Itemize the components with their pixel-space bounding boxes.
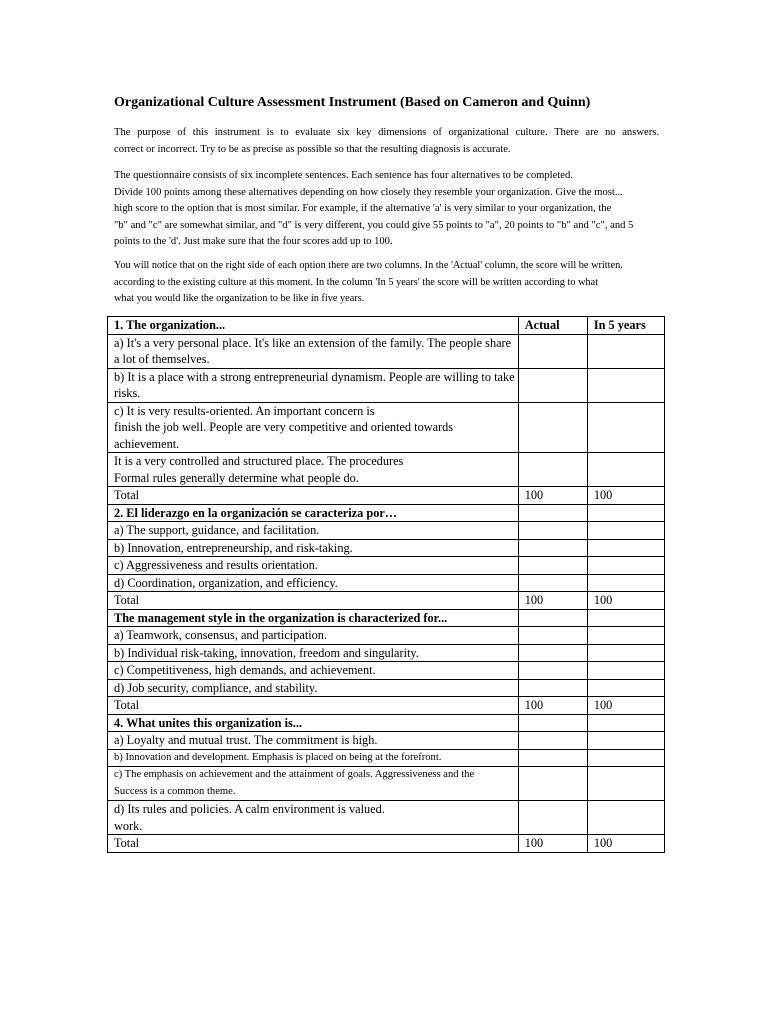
option-text: c) It is very results-oriented. An important concern is finish the job well. People are very competitive and oriented towards achievement. [108,402,519,453]
section-heading-row [108,714,665,732]
actual-score-cell[interactable] [518,767,587,801]
section-heading-row [108,609,665,627]
total-actual-value: 100 [518,697,587,715]
text-line: according to the existing culture at this moment. In the column 'In 5 years' the score will be written according to what [114,276,599,288]
total-actual-value: 100 [518,592,587,610]
option-text: b) Individual risk-taking, innovation, freedom and singularity. [108,644,519,662]
total-label: Total [108,592,519,610]
text-line: The questionnaire consists of six incomplete sentences. Each sentence has four alternatives to be completed. [114,170,573,181]
actual-score-cell[interactable] [518,539,587,557]
five-year-score-cell[interactable] [587,504,664,522]
section-heading: 1. The organization... [108,317,519,335]
actual-score-cell[interactable] [518,522,587,540]
total-label: Total [108,835,519,853]
total-5years-value: 100 [587,835,664,853]
total-label: Total [108,487,519,505]
total-actual-value: 100 [518,487,587,505]
option-row [108,644,665,662]
five-year-score-cell[interactable] [587,539,664,557]
option-row [108,801,665,835]
section-heading: The management style in the organization is characterized for... [108,609,519,627]
actual-score-cell[interactable] [518,574,587,592]
option-row [108,732,665,750]
five-year-score-cell[interactable] [587,644,664,662]
actual-score-cell[interactable] [518,627,587,645]
actual-score-cell[interactable] [518,662,587,680]
option-row [108,627,665,645]
total-row [108,487,665,505]
five-year-score-cell[interactable] [587,749,664,767]
assessment-table [107,316,665,853]
text-line: "b" and "c" are somewhat similar, and "d" is very different, you could give 55 points to "a", 20 points to "b" and "c", and 5 [114,219,634,231]
total-5years-value: 100 [587,592,664,610]
five-year-score-cell[interactable] [587,801,664,835]
assessment-table-body [108,317,665,853]
five-year-score-cell[interactable] [587,557,664,575]
section-heading: 4. What unites this organization is... [108,714,519,732]
document-title: Organizational Culture Assessment Instrument (Based on Cameron and Quinn) [114,95,591,110]
option-text: c) The emphasis on achievement and the attainment of goals. Aggressiveness and the Success is a common theme. [108,767,519,801]
five-year-score-cell[interactable] [587,679,664,697]
text-line: correct or incorrect. Try to be as precise as possible so that the resulting diagnosis is accurate. [114,143,511,155]
option-row [108,522,665,540]
column-header-actual: Actual [518,317,587,335]
option-row [108,368,665,402]
option-text: a) Teamwork, consensus, and participation. [108,627,519,645]
actual-score-cell[interactable] [518,453,587,487]
actual-score-cell[interactable] [518,504,587,522]
actual-score-cell[interactable] [518,402,587,453]
actual-score-cell[interactable] [518,714,587,732]
option-row [108,662,665,680]
text-line: what you would like the organization to be like in five years. [114,293,365,304]
option-text: a) It's a very personal place. It's like an extension of the family. The people share a lot of themselves. [108,334,519,368]
option-text: b) It is a place with a strong entrepreneurial dynamism. People are willing to take risks. [108,368,519,402]
five-year-score-cell[interactable] [587,767,664,801]
text-line: The purpose of this instrument is to evaluate six key dimensions of organizational culture. There are no answers. [114,127,659,138]
text-line: You will notice that on the right side of each option there are two columns. In the 'Actual' column, the score will be written. [114,260,623,271]
section-heading-row [108,504,665,522]
actual-score-cell[interactable] [518,609,587,627]
total-5years-value: 100 [587,697,664,715]
option-text: d) Coordination, organization, and efficiency. [108,574,519,592]
actual-score-cell[interactable] [518,749,587,767]
option-text: b) Innovation and development. Emphasis is placed on being at the forefront. [108,749,519,767]
option-row [108,679,665,697]
text-line: high score to the option that is most similar. For example, if the alternative 'a' is very similar to your organization, the [114,203,612,214]
five-year-score-cell[interactable] [587,368,664,402]
actual-score-cell[interactable] [518,334,587,368]
total-row [108,835,665,853]
option-row [108,539,665,557]
option-text: a) Loyalty and mutual trust. The commitment is high. [108,732,519,750]
option-row [108,557,665,575]
option-text: c) Competitiveness, high demands, and achievement. [108,662,519,680]
actual-score-cell[interactable] [518,679,587,697]
section-heading-row [108,317,665,335]
five-year-score-cell[interactable] [587,334,664,368]
option-text: It is a very controlled and structured place. The procedures Formal rules generally determine what people do. [108,453,519,487]
option-row [108,749,665,767]
option-text: d) Its rules and policies. A calm environment is valued. work. [108,801,519,835]
total-row [108,592,665,610]
five-year-score-cell[interactable] [587,609,664,627]
five-year-score-cell[interactable] [587,453,664,487]
intro-paragraph-purpose [114,125,659,158]
option-row [108,334,665,368]
option-text: c) Aggressiveness and results orientation. [108,557,519,575]
intro-paragraph-instructions [114,168,659,251]
option-row [108,402,665,453]
text-line: points to the 'd'. Just make sure that the four scores add up to 100. [114,236,393,247]
option-text: a) The support, guidance, and facilitation. [108,522,519,540]
five-year-score-cell[interactable] [587,714,664,732]
total-label: Total [108,697,519,715]
intro-paragraph-columns [114,258,659,308]
five-year-score-cell[interactable] [587,732,664,750]
actual-score-cell[interactable] [518,732,587,750]
actual-score-cell[interactable] [518,801,587,835]
five-year-score-cell[interactable] [587,402,664,453]
five-year-score-cell[interactable] [587,522,664,540]
section-heading: 2. El liderazgo en la organización se caracteriza por… [108,504,519,522]
total-actual-value: 100 [518,835,587,853]
total-row [108,697,665,715]
option-row [108,767,665,801]
option-text: b) Innovation, entrepreneurship, and risk-taking. [108,539,519,557]
column-header-5years: In 5 years [587,317,664,335]
text-line: Divide 100 points among these alternatives depending on how closely they resemble your organization. Give the most... [114,186,623,198]
option-row [108,574,665,592]
actual-score-cell[interactable] [518,557,587,575]
five-year-score-cell[interactable] [587,662,664,680]
total-5years-value: 100 [587,487,664,505]
option-row [108,453,665,487]
actual-score-cell[interactable] [518,368,587,402]
five-year-score-cell[interactable] [587,627,664,645]
five-year-score-cell[interactable] [587,574,664,592]
actual-score-cell[interactable] [518,644,587,662]
option-text: d) Job security, compliance, and stability. [108,679,519,697]
